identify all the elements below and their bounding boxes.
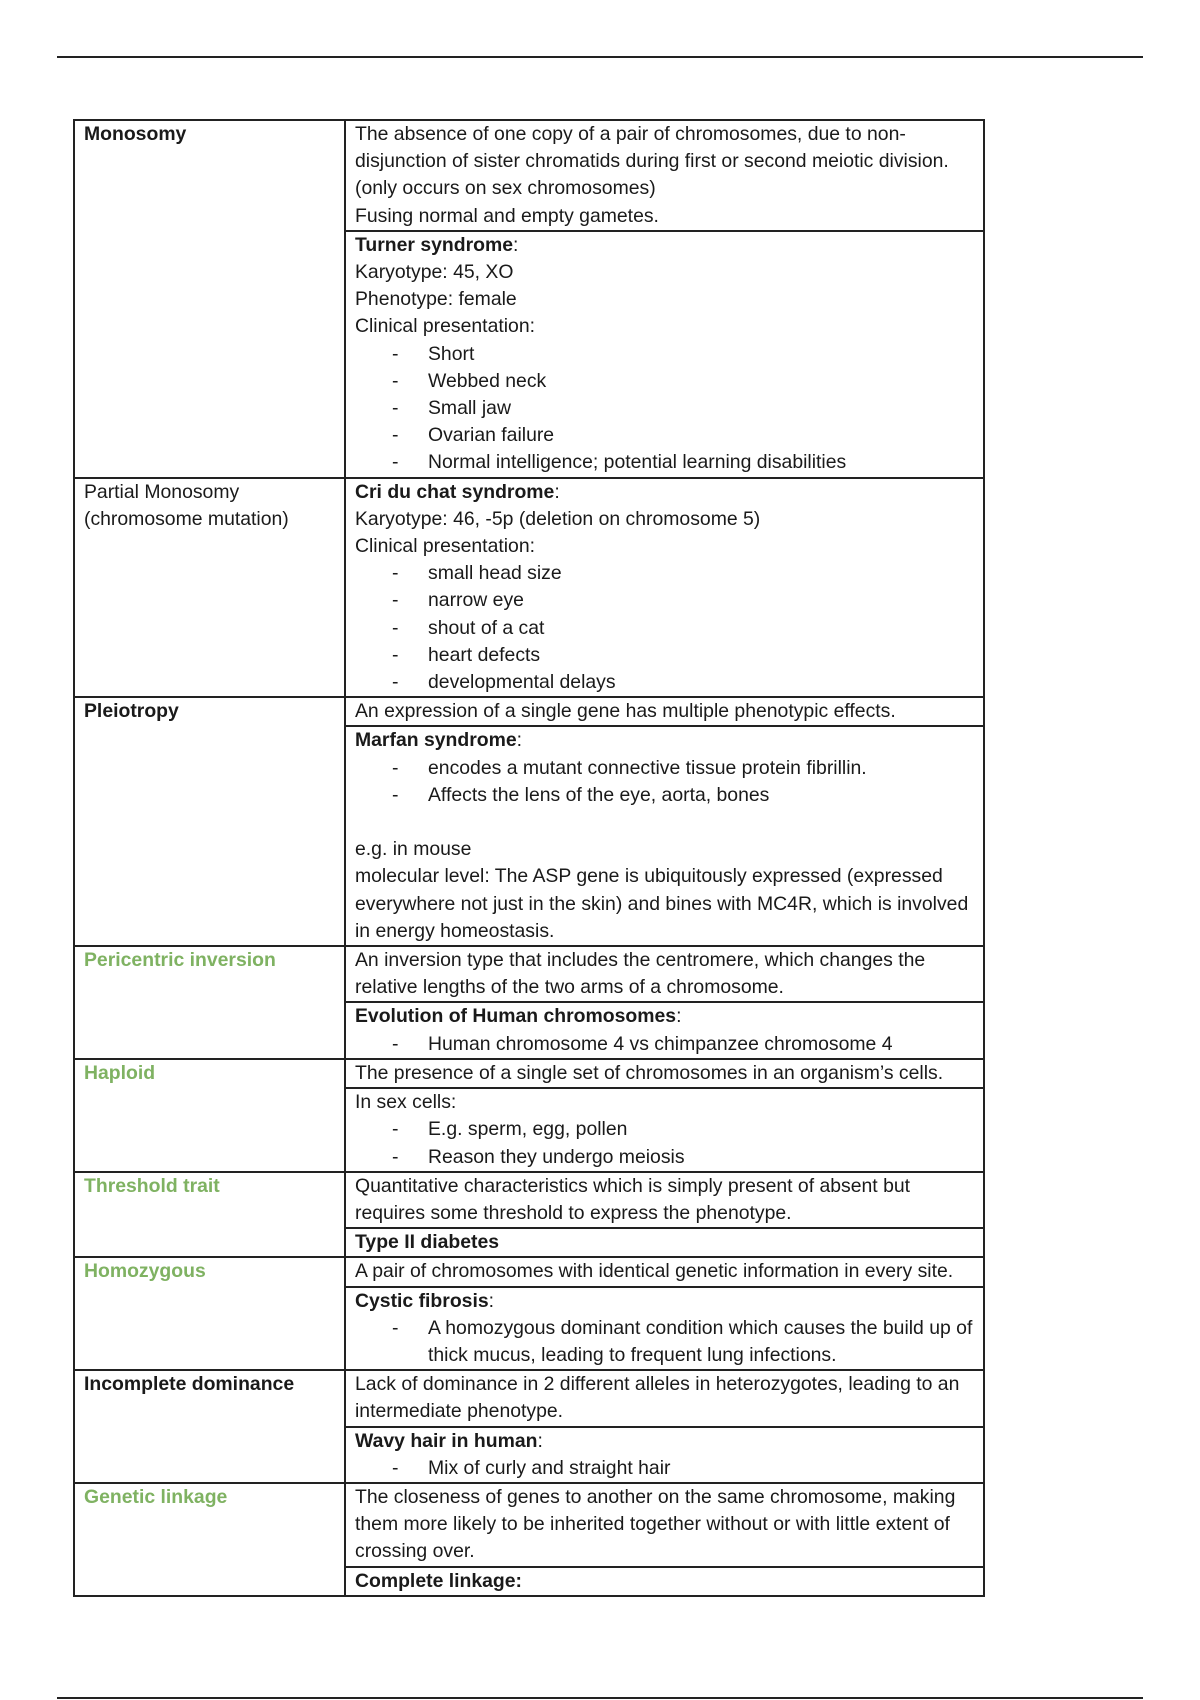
term-cell <box>74 478 345 698</box>
bullet-item: - Short <box>355 341 977 368</box>
example-cell <box>345 478 984 698</box>
bullet-item: - heart defects <box>355 642 977 669</box>
example-heading: Complete linkage: <box>355 1569 523 1592</box>
term-label: Pleiotropy <box>84 700 179 723</box>
bullet-item: - Ovarian failure <box>355 422 977 449</box>
definition-text: An inversion type that includes the centromere, which changes the relative lengths of the two arms of a chromosome. <box>355 949 926 999</box>
bullet-item: - Small jaw <box>355 395 977 422</box>
bullet-item: - Mix of curly and straight hair <box>355 1455 977 1482</box>
definition-text: Fusing normal and empty gametes. <box>355 204 659 227</box>
bullet-item: - A homozygous dominant condition which causes the build up of thick mucus, leading to frequent lung infections. <box>355 1315 977 1369</box>
example-cell <box>345 1088 984 1172</box>
definition-cell <box>345 1370 984 1426</box>
bullet-list <box>355 341 977 477</box>
term-label: Genetic linkage <box>84 1485 228 1508</box>
definition-cell <box>345 1059 984 1088</box>
example-heading-line <box>355 1229 977 1256</box>
example-heading-suffix: : <box>537 1429 543 1452</box>
example-heading: Evolution of Human chromosomes <box>355 1005 677 1028</box>
bullet-list <box>355 560 977 696</box>
glossary-row <box>74 120 984 231</box>
term-label: Haploid <box>84 1061 156 1084</box>
glossary-row <box>74 1257 984 1286</box>
bullet-item: - E.g. sperm, egg, pollen <box>355 1116 977 1143</box>
example-line: In sex cells: <box>355 1091 457 1114</box>
term-cell <box>74 697 345 946</box>
example-cell <box>345 231 984 478</box>
definition-text: A pair of chromosomes with identical genetic information in every site. <box>355 1260 954 1283</box>
definition-cell <box>345 120 984 231</box>
example-heading-line <box>355 479 977 506</box>
term-cell <box>74 1483 345 1596</box>
glossary-row <box>74 697 984 726</box>
definition-text: Lack of dominance in 2 different alleles in heterozygotes, leading to an intermediate phenotype. <box>355 1373 960 1423</box>
definition-text: The presence of a single set of chromosomes in an organism’s cells. <box>355 1061 944 1084</box>
term-cell <box>74 1059 345 1172</box>
bullet-item: - Human chromosome 4 vs chimpanzee chromosome 4 <box>355 1031 977 1058</box>
bullet-item: - Webbed neck <box>355 368 977 395</box>
definition-cell <box>345 1483 984 1567</box>
example-heading-suffix: : <box>676 1005 682 1028</box>
footer-rule <box>57 1697 1143 1699</box>
glossary-table <box>73 119 985 1597</box>
term-label: Monosomy <box>84 123 187 145</box>
example-heading: Marfan syndrome <box>355 729 517 752</box>
blank-line <box>355 809 977 836</box>
definition-cell <box>345 946 984 1002</box>
example-line: Phenotype: female <box>355 288 517 311</box>
example-heading-line <box>355 1288 977 1315</box>
bullet-list <box>355 1116 977 1170</box>
bullet-item: - small head size <box>355 560 977 587</box>
glossary-row <box>74 1483 984 1567</box>
example-heading-line <box>355 1568 977 1595</box>
definition-cell <box>345 1172 984 1228</box>
term-cell <box>74 1257 345 1370</box>
bullet-list <box>355 1031 977 1058</box>
bullet-list <box>355 1315 977 1369</box>
bullet-item: - Affects the lens of the eye, aorta, bones <box>355 782 977 809</box>
example-heading-line <box>355 1003 977 1030</box>
definition-text: The closeness of genes to another on the same chromosome, making them more likely to be inherited together without or with little extent of crossing over. <box>355 1485 956 1563</box>
bullet-list <box>355 1455 977 1482</box>
example-line: Clinical presentation: <box>355 535 535 558</box>
example-heading: Type II diabetes <box>355 1231 500 1254</box>
bullet-item: - encodes a mutant connective tissue protein fibrillin. <box>355 755 977 782</box>
term-label: Pericentric inversion <box>84 949 276 972</box>
definition-cell <box>345 1257 984 1286</box>
term-cell <box>74 120 345 478</box>
example-line: Clinical presentation: <box>355 315 535 338</box>
term-label: Threshold trait <box>84 1174 220 1197</box>
definition-text: The absence of one copy of a pair of chromosomes, due to non-disjunction of sister chromatids during first or second meiotic division. (only occurs on sex chromosomes) <box>355 123 949 200</box>
term-cell <box>74 1172 345 1258</box>
example-cell <box>345 726 984 946</box>
definition-cell <box>345 697 984 726</box>
definition-text: Quantitative characteristics which is simply present of absent but requires some threshold to express the phenotype. <box>355 1174 911 1224</box>
example-heading-line <box>355 232 977 259</box>
example-heading: Cri du chat syndrome <box>355 480 555 503</box>
example-note: e.g. in mouse <box>355 838 472 861</box>
bullet-item: - Reason they undergo meiosis <box>355 1144 977 1171</box>
term-label: Homozygous <box>84 1260 206 1283</box>
glossary-row <box>74 1059 984 1088</box>
example-line: Karyotype: 45, XO <box>355 261 514 284</box>
example-heading: Turner syndrome <box>355 233 514 256</box>
example-heading-line <box>355 727 977 754</box>
term-label: Partial Monosomy (chromosome mutation) <box>84 480 289 530</box>
glossary-row <box>74 946 984 1002</box>
bullet-list <box>355 755 977 809</box>
example-heading: Wavy hair in human <box>355 1429 538 1452</box>
example-cell <box>345 1427 984 1483</box>
bullet-item: - Normal intelligence; potential learning disabilities <box>355 449 977 476</box>
example-line: Karyotype: 46, -5p (deletion on chromosome 5) <box>355 507 761 530</box>
example-heading-suffix: : <box>516 729 523 752</box>
header-rule <box>57 56 1143 58</box>
glossary-row <box>74 1370 984 1426</box>
example-heading-line <box>355 1428 977 1455</box>
term-label: Incomplete dominance <box>84 1373 295 1396</box>
glossary-row <box>74 478 984 698</box>
bullet-item: - shout of a cat <box>355 615 977 642</box>
example-cell <box>345 1228 984 1257</box>
term-cell <box>74 946 345 1059</box>
example-heading-suffix: : <box>513 233 519 256</box>
example-note: molecular level: The ASP gene is ubiquitously expressed (expressed everywhere not just in the skin) and bines with MC4R, which is involved in energy homeostasis. <box>355 865 969 942</box>
example-cell <box>345 1287 984 1371</box>
example-heading: Cystic fibrosis <box>355 1289 489 1312</box>
example-heading-suffix: : <box>554 480 560 503</box>
bullet-item: - narrow eye <box>355 587 977 614</box>
bullet-item: - developmental delays <box>355 669 977 696</box>
definition-text: An expression of a single gene has multiple phenotypic effects. <box>355 700 896 723</box>
example-cell <box>345 1002 984 1058</box>
example-cell <box>345 1567 984 1596</box>
glossary-row <box>74 1172 984 1228</box>
example-heading-suffix: : <box>488 1289 495 1312</box>
term-cell <box>74 1370 345 1483</box>
